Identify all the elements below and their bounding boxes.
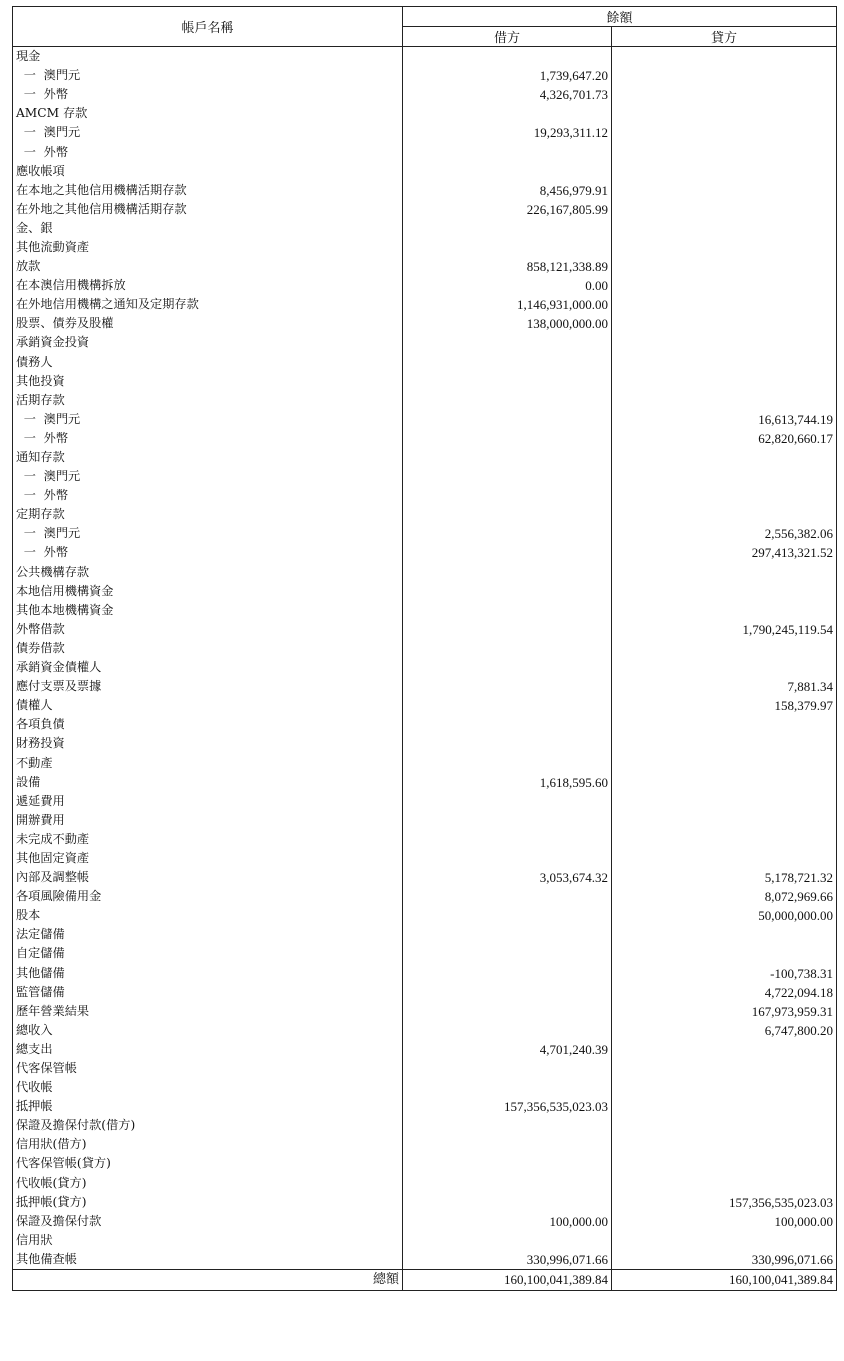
table-row (13, 1040, 837, 1059)
table-row (13, 1250, 837, 1270)
credit-cell (612, 276, 837, 295)
credit-cell: 62,820,660.17 (612, 429, 837, 448)
table-row (13, 753, 837, 772)
account-name-cell: 活期存款 (13, 391, 403, 410)
debit-cell (403, 563, 612, 582)
table-row (13, 1097, 837, 1116)
credit-cell (612, 448, 837, 467)
credit-cell (612, 1154, 837, 1173)
account-name-cell: 信用狀(借方) (13, 1135, 403, 1154)
table-row (13, 219, 837, 238)
credit-cell: 1,790,245,119.54 (612, 620, 837, 639)
debit-cell: 157,356,535,023.03 (403, 1097, 612, 1116)
credit-cell (612, 314, 837, 333)
account-name-cell: 一 外幣 (13, 486, 403, 505)
header-credit: 貸方 (612, 27, 837, 47)
account-name-cell: 抵押帳 (13, 1097, 403, 1116)
table-row (13, 925, 837, 944)
credit-cell (612, 162, 837, 181)
debit-cell: 858,121,338.89 (403, 257, 612, 276)
table-row (13, 429, 837, 448)
table-row (13, 276, 837, 295)
debit-cell (403, 925, 612, 944)
debit-cell (403, 333, 612, 352)
table-row (13, 486, 837, 505)
debit-cell (403, 1002, 612, 1021)
table-row (13, 295, 837, 314)
table-row (13, 906, 837, 925)
account-name-cell: 法定儲備 (13, 925, 403, 944)
credit-cell (612, 200, 837, 219)
credit-cell (612, 849, 837, 868)
debit-cell (403, 715, 612, 734)
table-row (13, 677, 837, 696)
account-name-cell: 其他本地機構資金 (13, 601, 403, 620)
account-name-cell: 股本 (13, 906, 403, 925)
table-row (13, 104, 837, 123)
credit-cell (612, 773, 837, 792)
credit-cell (612, 563, 837, 582)
credit-cell (612, 505, 837, 524)
table-row (13, 1154, 837, 1173)
debit-cell (403, 753, 612, 772)
account-name-cell: 一 澳門元 (13, 66, 403, 85)
credit-cell (612, 47, 837, 67)
table-row (13, 983, 837, 1002)
credit-cell: 167,973,959.31 (612, 1002, 837, 1021)
account-name-cell: 歷年營業結果 (13, 1002, 403, 1021)
table-row (13, 830, 837, 849)
account-name-cell: 在本地之其他信用機構活期存款 (13, 181, 403, 200)
account-name-cell: 代客保管帳 (13, 1059, 403, 1078)
credit-cell (612, 753, 837, 772)
table-row (13, 410, 837, 429)
table-row (13, 391, 837, 410)
table-row (13, 1021, 837, 1040)
account-name-cell: 在本澳信用機構拆放 (13, 276, 403, 295)
table-row (13, 543, 837, 562)
account-name-cell: 未完成不動產 (13, 830, 403, 849)
credit-cell (612, 1174, 837, 1193)
account-name-cell: 外幣借款 (13, 620, 403, 639)
credit-cell (612, 944, 837, 963)
debit-cell (403, 47, 612, 67)
account-name-cell: 現金 (13, 47, 403, 67)
account-name-cell: 公共機構存款 (13, 563, 403, 582)
credit-cell (612, 830, 837, 849)
credit-cell (612, 85, 837, 104)
credit-cell (612, 1040, 837, 1059)
debit-cell: 3,053,674.32 (403, 868, 612, 887)
debit-cell (403, 1078, 612, 1097)
account-name-cell: 其他投資 (13, 372, 403, 391)
table-row (13, 658, 837, 677)
account-name-cell: 開辦費用 (13, 811, 403, 830)
debit-cell: 100,000.00 (403, 1212, 612, 1231)
credit-cell: 16,613,744.19 (612, 410, 837, 429)
debit-cell: 0.00 (403, 276, 612, 295)
account-name-cell: 股票、債券及股權 (13, 314, 403, 333)
account-name-cell: 代客保管帳(貸方) (13, 1154, 403, 1173)
debit-cell (403, 601, 612, 620)
table-row (13, 601, 837, 620)
credit-cell: 2,556,382.06 (612, 524, 837, 543)
table-row (13, 47, 837, 67)
credit-cell (612, 142, 837, 161)
credit-cell (612, 66, 837, 85)
account-name-cell: 一 外幣 (13, 142, 403, 161)
table-row (13, 200, 837, 219)
account-name-cell: 應付支票及票據 (13, 677, 403, 696)
debit-cell: 4,326,701.73 (403, 85, 612, 104)
credit-cell (612, 104, 837, 123)
table-row (13, 257, 837, 276)
debit-cell (403, 104, 612, 123)
credit-cell (612, 1078, 837, 1097)
balance-sheet (12, 6, 836, 1291)
debit-cell: 8,456,979.91 (403, 181, 612, 200)
debit-cell (403, 677, 612, 696)
credit-cell: 158,379.97 (612, 696, 837, 715)
table-row (13, 66, 837, 85)
credit-cell (612, 123, 837, 142)
debit-cell: 1,739,647.20 (403, 66, 612, 85)
table-row (13, 314, 837, 333)
credit-cell (612, 219, 837, 238)
debit-cell (403, 620, 612, 639)
account-name-cell: 其他固定資產 (13, 849, 403, 868)
debit-cell (403, 410, 612, 429)
debit-cell (403, 983, 612, 1002)
account-name-cell: 代收帳(貸方) (13, 1174, 403, 1193)
debit-cell (403, 1193, 612, 1212)
credit-cell (612, 333, 837, 352)
table-row (13, 123, 837, 142)
credit-cell: 100,000.00 (612, 1212, 837, 1231)
credit-cell: 157,356,535,023.03 (612, 1193, 837, 1212)
debit-cell (403, 391, 612, 410)
credit-cell (612, 1135, 837, 1154)
trial-balance-table (12, 6, 837, 1291)
debit-cell (403, 811, 612, 830)
debit-cell: 4,701,240.39 (403, 1040, 612, 1059)
table-row (13, 1193, 837, 1212)
account-name-cell: 設備 (13, 773, 403, 792)
debit-cell (403, 830, 612, 849)
debit-cell (403, 353, 612, 372)
account-name-cell: 一 外幣 (13, 429, 403, 448)
account-name-cell: 一 澳門元 (13, 410, 403, 429)
header-balance: 餘額 (403, 7, 837, 27)
account-name-cell: 各項風險備用金 (13, 887, 403, 906)
account-name-cell: 債務人 (13, 353, 403, 372)
table-row (13, 1002, 837, 1021)
account-name-cell: 一 澳門元 (13, 524, 403, 543)
debit-cell (403, 1154, 612, 1173)
table-row (13, 162, 837, 181)
account-name-cell: 不動產 (13, 753, 403, 772)
credit-cell: 6,747,800.20 (612, 1021, 837, 1040)
account-name-cell: 一 澳門元 (13, 467, 403, 486)
debit-cell (403, 658, 612, 677)
credit-cell (612, 295, 837, 314)
account-name-cell: 債權人 (13, 696, 403, 715)
table-row (13, 582, 837, 601)
debit-cell (403, 524, 612, 543)
account-name-cell: 通知存款 (13, 448, 403, 467)
credit-cell (612, 1059, 837, 1078)
debit-cell (403, 448, 612, 467)
table-row (13, 887, 837, 906)
credit-cell (612, 639, 837, 658)
debit-cell (403, 1116, 612, 1135)
credit-cell (612, 715, 837, 734)
debit-cell (403, 1135, 612, 1154)
header-account-name: 帳戶名稱 (13, 7, 403, 47)
account-name-cell: 債券借款 (13, 639, 403, 658)
debit-cell (403, 505, 612, 524)
debit-cell (403, 219, 612, 238)
debit-cell (403, 906, 612, 925)
credit-cell: 330,996,071.66 (612, 1250, 837, 1270)
account-name-cell: 信用狀 (13, 1231, 403, 1250)
table-row (13, 238, 837, 257)
debit-cell: 1,146,931,000.00 (403, 295, 612, 314)
credit-cell (612, 486, 837, 505)
account-name-cell: 遞延費用 (13, 792, 403, 811)
account-name-cell: 監管儲備 (13, 983, 403, 1002)
credit-cell: 7,881.34 (612, 677, 837, 696)
table-row (13, 1116, 837, 1135)
table-row (13, 524, 837, 543)
table-row (13, 1059, 837, 1078)
credit-cell (612, 1116, 837, 1135)
credit-cell (612, 734, 837, 753)
table-row (13, 448, 837, 467)
credit-cell (612, 1097, 837, 1116)
table-body (13, 47, 837, 1270)
account-name-cell: 一 外幣 (13, 85, 403, 104)
debit-cell (403, 1231, 612, 1250)
header-debit: 借方 (403, 27, 612, 47)
table-row (13, 1078, 837, 1097)
debit-cell: 1,618,595.60 (403, 773, 612, 792)
account-name-cell: 在外地信用機構之通知及定期存款 (13, 295, 403, 314)
table-row (13, 792, 837, 811)
account-name-cell: 放款 (13, 257, 403, 276)
table-row (13, 85, 837, 104)
account-name-cell: 其他備查帳 (13, 1250, 403, 1270)
table-row (13, 944, 837, 963)
credit-cell (612, 1231, 837, 1250)
credit-cell: 297,413,321.52 (612, 543, 837, 562)
debit-cell: 226,167,805.99 (403, 200, 612, 219)
debit-cell: 138,000,000.00 (403, 314, 612, 333)
credit-cell (612, 181, 837, 200)
account-name-cell: 承銷資金投資 (13, 333, 403, 352)
table-row (13, 467, 837, 486)
credit-cell (612, 582, 837, 601)
debit-cell (403, 1059, 612, 1078)
account-name-cell: 內部及調整帳 (13, 868, 403, 887)
total-row (13, 1270, 837, 1291)
table-row (13, 505, 837, 524)
credit-cell (612, 811, 837, 830)
debit-cell (403, 1174, 612, 1193)
account-name-cell: 自定儲備 (13, 944, 403, 963)
total-debit: 160,100,041,389.84 (403, 1270, 612, 1291)
account-name-cell: 各項負債 (13, 715, 403, 734)
table-row (13, 1231, 837, 1250)
debit-cell (403, 639, 612, 658)
table-row (13, 142, 837, 161)
account-name-cell: 其他流動資產 (13, 238, 403, 257)
debit-cell (403, 142, 612, 161)
account-name-cell: 保證及擔保付款 (13, 1212, 403, 1231)
debit-cell: 330,996,071.66 (403, 1250, 612, 1270)
credit-cell (612, 353, 837, 372)
table-row (13, 1174, 837, 1193)
table-row (13, 715, 837, 734)
account-name-cell: 抵押帳(貸方) (13, 1193, 403, 1212)
credit-cell (612, 792, 837, 811)
account-name-cell: 代收帳 (13, 1078, 403, 1097)
table-row (13, 181, 837, 200)
account-name-cell: 承銷資金債權人 (13, 658, 403, 677)
debit-cell (403, 696, 612, 715)
debit-cell (403, 543, 612, 562)
table-row (13, 1135, 837, 1154)
account-name-cell: 一 澳門元 (13, 123, 403, 142)
account-name-cell: 金、銀 (13, 219, 403, 238)
account-name-cell: 財務投資 (13, 734, 403, 753)
credit-cell (612, 601, 837, 620)
debit-cell (403, 429, 612, 448)
credit-cell (612, 257, 837, 276)
table-row (13, 639, 837, 658)
account-name-cell: 應收帳項 (13, 162, 403, 181)
debit-cell (403, 582, 612, 601)
debit-cell (403, 944, 612, 963)
table-row (13, 811, 837, 830)
credit-cell (612, 372, 837, 391)
debit-cell (403, 162, 612, 181)
table-row (13, 372, 837, 391)
account-name-cell: AMCM 存款 (13, 104, 403, 123)
total-label: 總額 (13, 1270, 403, 1291)
table-row (13, 620, 837, 639)
table-row (13, 964, 837, 983)
debit-cell (403, 372, 612, 391)
table-row (13, 734, 837, 753)
credit-cell (612, 925, 837, 944)
debit-cell (403, 887, 612, 906)
debit-cell (403, 849, 612, 868)
debit-cell (403, 792, 612, 811)
debit-cell (403, 1021, 612, 1040)
table-row (13, 696, 837, 715)
credit-cell (612, 658, 837, 677)
credit-cell (612, 467, 837, 486)
table-row (13, 333, 837, 352)
credit-cell (612, 238, 837, 257)
credit-cell (612, 391, 837, 410)
account-name-cell: 保證及擔保付款(借方) (13, 1116, 403, 1135)
account-name-cell: 一 外幣 (13, 543, 403, 562)
debit-cell: 19,293,311.12 (403, 123, 612, 142)
account-name-cell: 定期存款 (13, 505, 403, 524)
debit-cell (403, 486, 612, 505)
table-row (13, 868, 837, 887)
account-name-cell: 本地信用機構資金 (13, 582, 403, 601)
table-row (13, 773, 837, 792)
debit-cell (403, 734, 612, 753)
credit-cell: -100,738.31 (612, 964, 837, 983)
table-row (13, 563, 837, 582)
total-credit: 160,100,041,389.84 (612, 1270, 837, 1291)
debit-cell (403, 964, 612, 983)
debit-cell (403, 238, 612, 257)
account-name-cell: 其他儲備 (13, 964, 403, 983)
table-row (13, 1212, 837, 1231)
account-name-cell: 在外地之其他信用機構活期存款 (13, 200, 403, 219)
debit-cell (403, 467, 612, 486)
credit-cell: 50,000,000.00 (612, 906, 837, 925)
credit-cell: 8,072,969.66 (612, 887, 837, 906)
account-name-cell: 總支出 (13, 1040, 403, 1059)
credit-cell: 4,722,094.18 (612, 983, 837, 1002)
table-row (13, 849, 837, 868)
account-name-cell: 總收入 (13, 1021, 403, 1040)
credit-cell: 5,178,721.32 (612, 868, 837, 887)
table-row (13, 353, 837, 372)
